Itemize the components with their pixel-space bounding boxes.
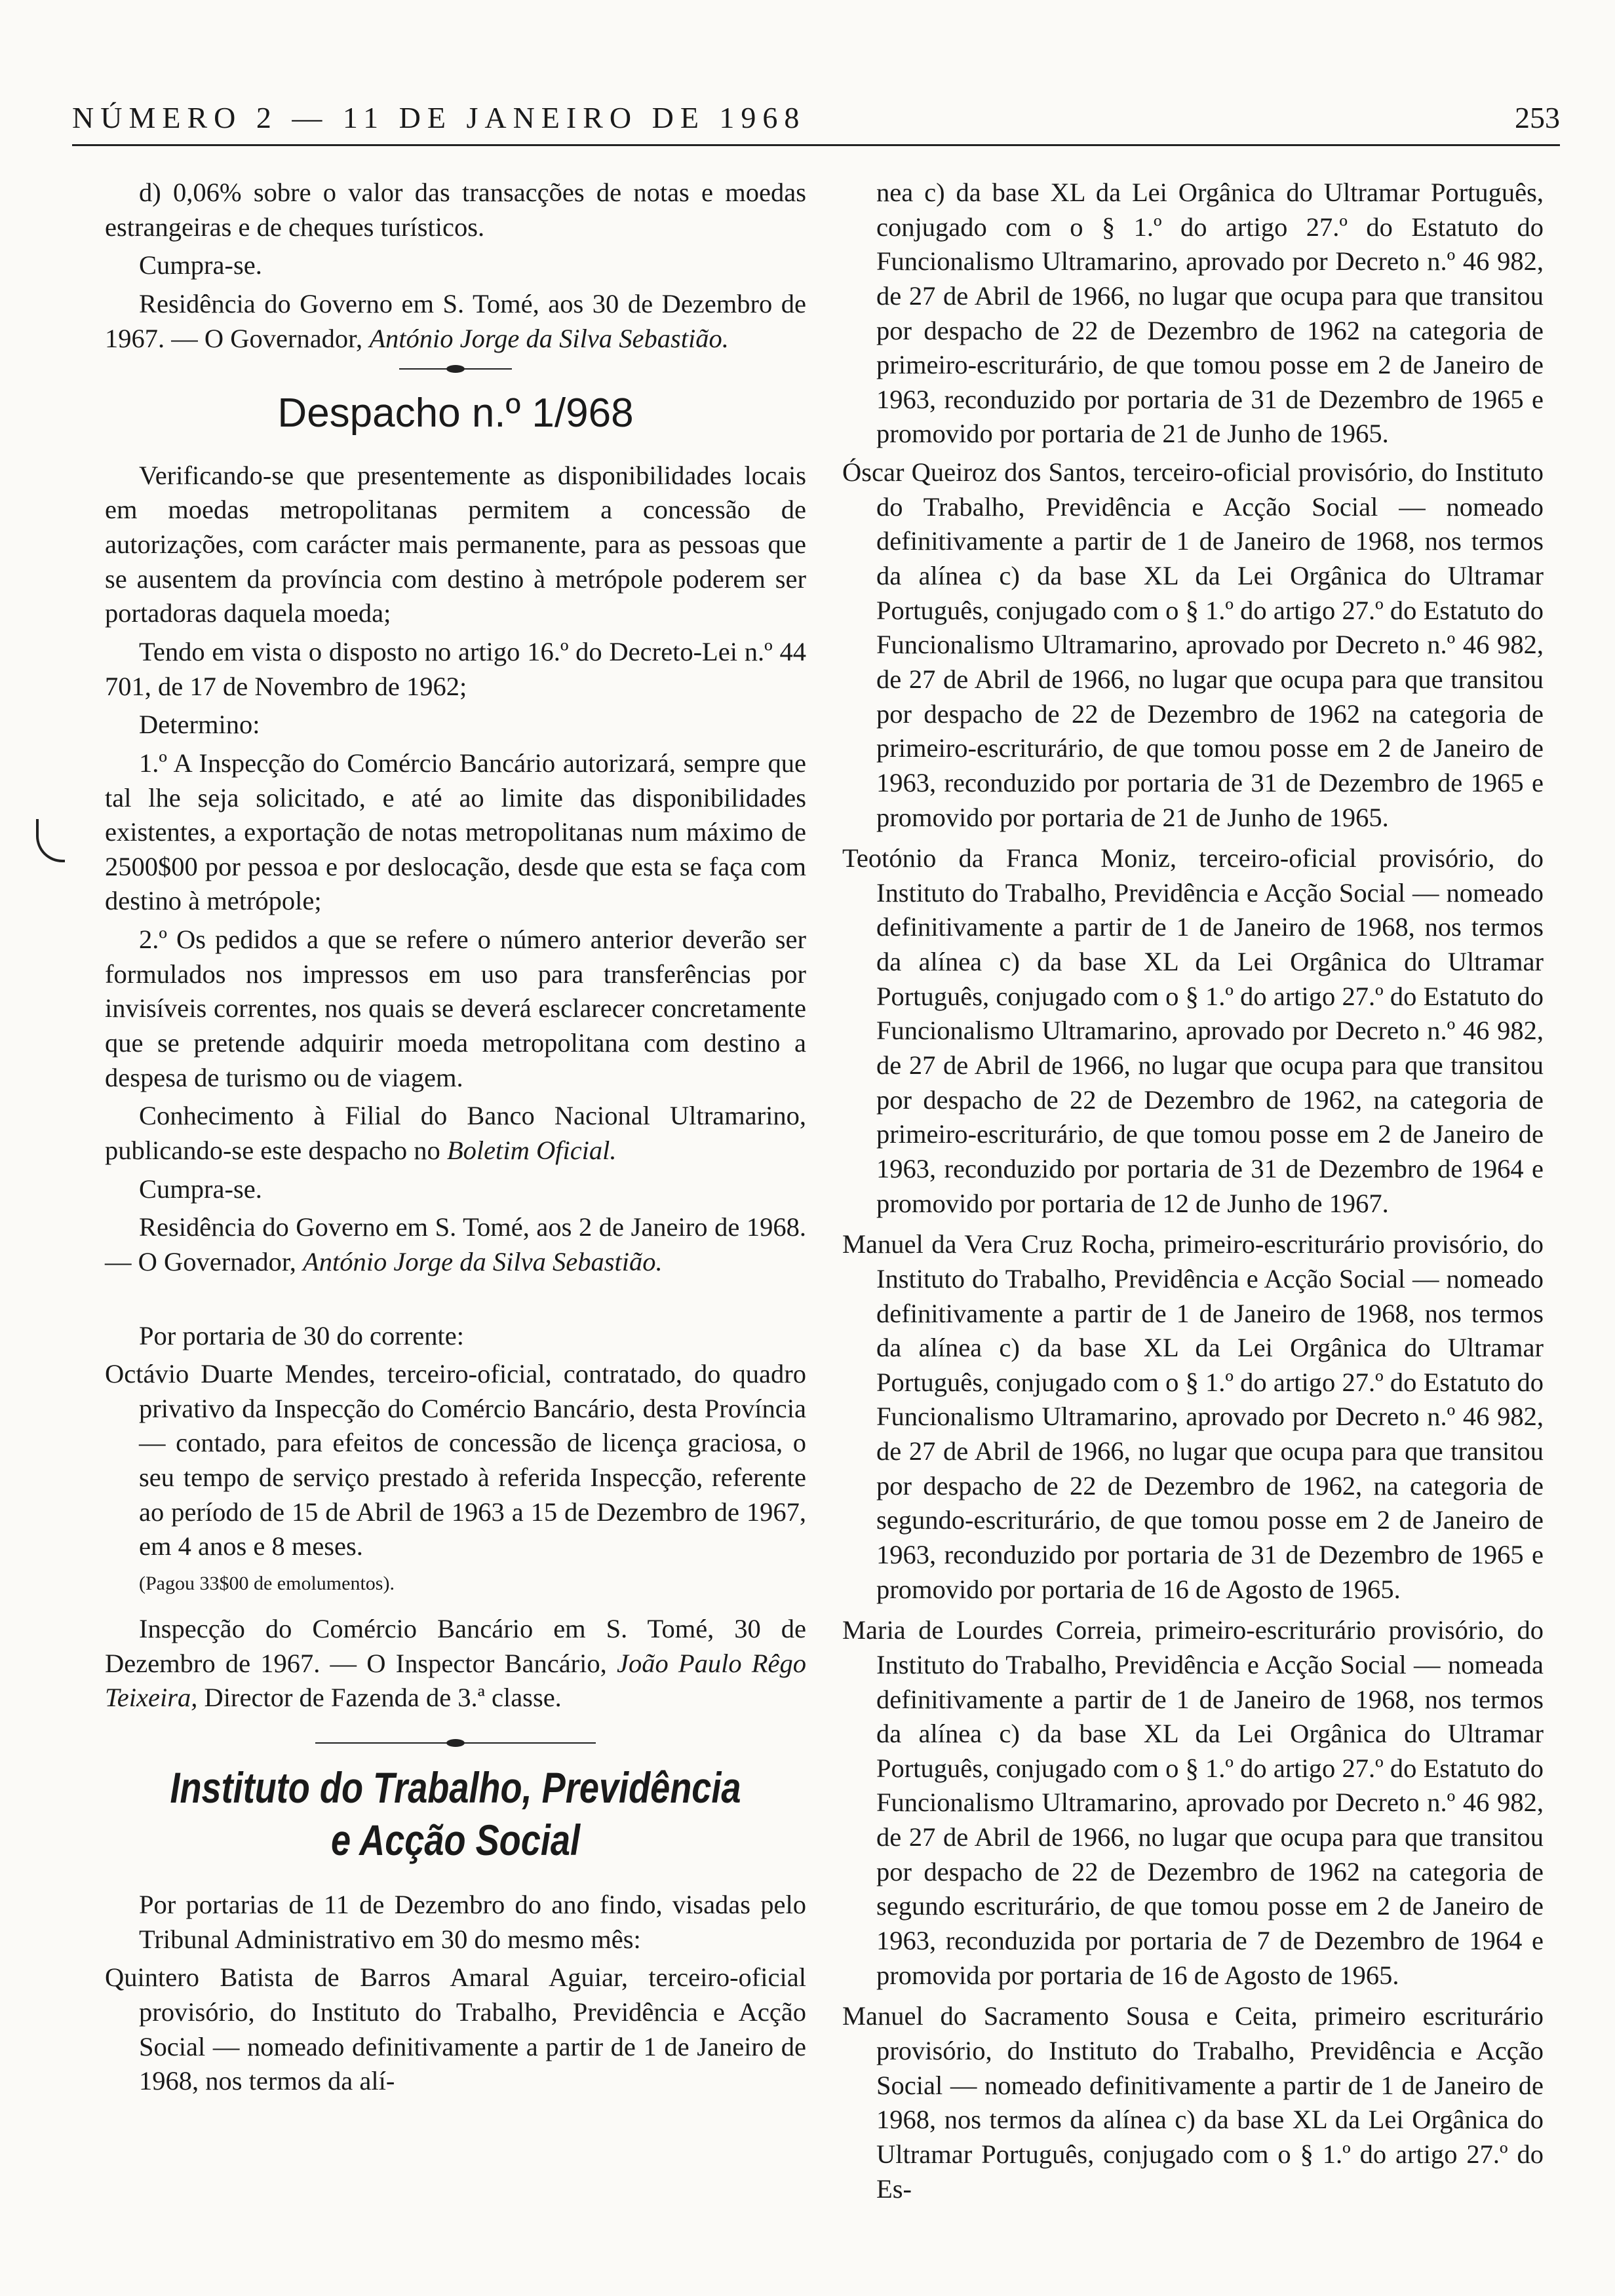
right-column xyxy=(842,176,1544,2213)
paragraph: 1.º A Inspecção do Comércio Bancário autorizará, sempre que tal lhe seja solicitado, e até ao limite das disponibilidades existentes, a exportação de notas metropolitanas num máximo de 2500$00 por pessoa e por deslocação, desde que esta se faça com destino à metrópole; xyxy=(105,748,806,916)
paragraph: Por portarias de 11 de Dezembro do ano findo, visadas pelo Tribunal Administrativo em 30 do mesmo mês: xyxy=(139,1889,806,1954)
emolument-note: (Pagou 33$00 de emolumentos). xyxy=(139,1573,395,1595)
institute-title xyxy=(168,1761,743,1867)
paragraph: Por portaria de 30 do corrente: xyxy=(139,1320,464,1350)
institute-title-line-2: e Acção Social xyxy=(330,1816,581,1865)
list-item: Teotónio da Franca Moniz, terceiro-oficial provisório, do Instituto do Trabalho, Previdência e Acção Social — nomeado definitivamente a partir de 1 de Janeiro de 1968, nos termos da alínea c) da base XL da Lei Orgânica do Ultramar Português, conjugado com o § 1.º do artigo 27.º do Estatuto do Funcionalismo Ultramarino, aprovado por Decreto n.º 46 982, de 27 de Abril de 1966, no lugar que ocupa para que transitou por despacho de 22 de Dezembro de 1962, na categoria de primeiro-escriturário, de que tomou posse em 2 de Janeiro de 1963, reconduzido por portaria de 31 de Dezembro de 1964 e promovido por portaria de 12 de Junho de 1967. xyxy=(842,843,1544,1218)
signature-name: António Jorge da Silva Sebastião. xyxy=(303,1246,663,1276)
list-item: Óscar Queiroz dos Santos, terceiro-oficial provisório, do Instituto do Trabalho, Previdência e Acção Social — nomeado definitivamente a partir de 1 de Janeiro de 1968, nos termos da alínea c) da base XL da Lei Orgânica do Ultramar Português, conjugado com o § 1.º do artigo 27.º do Estatuto do Funcionalismo Ultramarino, aprovado por Decreto n.º 46 982, de 27 de Abril de 1966, no lugar que ocupa para que transitou por despacho de 22 de Dezembro de 1962 na categoria de primeiro-escriturário, de que tomou posse em 2 de Janeiro de 1963, reconduzido por portaria de 31 de Dezembro de 1965 e promovido por portaria de 21 de Junho de 1965. xyxy=(842,457,1544,832)
page-header xyxy=(72,92,1560,146)
page-number: 253 xyxy=(1515,101,1560,134)
paragraph xyxy=(105,1099,806,1168)
section-separator xyxy=(105,360,806,378)
despacho-title: Despacho n.º 1/968 xyxy=(277,391,634,436)
signature-text: Residência do Governo em S. Tomé, aos 30 de Dezembro de 1967. — O Governador, xyxy=(105,288,806,353)
paragraph: Cumpra-se. xyxy=(139,1174,262,1204)
signature-paragraph xyxy=(105,1612,806,1715)
spacer xyxy=(105,1284,806,1310)
paragraph: Tendo em vista o disposto no artigo 16.º do Decreto-Lei n.º 44 701, de 17 de Novembro de 1962; xyxy=(105,637,806,701)
signature-paragraph xyxy=(105,287,806,356)
left-column xyxy=(105,176,806,2105)
text: Conhecimento à Filial do Banco Nacional Ultramarino, publicando-se este despacho no xyxy=(105,1101,806,1165)
signature-tail: Director de Fazenda de 3.ª classe. xyxy=(197,1683,562,1713)
header-title: NÚMERO 2 — 11 DE JANEIRO DE 1968 xyxy=(72,101,806,134)
signature-name: António Jorge da Silva Sebastião. xyxy=(369,323,729,353)
paragraph: Determino: xyxy=(139,710,260,740)
list-item: Octávio Duarte Mendes, terceiro-oficial, contratado, do quadro privativo da Inspecção do Comércio Bancário, desta Província — contado, para efeitos de concessão de licença graciosa, o seu tempo de serviço prestado à referida Inspecção, referente ao período de 15 de Abril de 1963 a 15 de Dezembro de 1967, em 4 anos e 8 meses. xyxy=(105,1359,806,1561)
signature-name: João Paulo Rêgo Teixeira, xyxy=(105,1648,806,1713)
section-separator xyxy=(105,1734,806,1752)
paragraph: Verificando-se que presentemente as disponibilidades locais em moedas metropolitanas permitem a concessão de autorizações, com carácter mais permanente, para as pessoas que se ausentem da província com destino à metrópole poderem ser portadoras daquela moeda; xyxy=(105,460,806,628)
institute-title-line-1: Instituto do Trabalho, Previdência xyxy=(170,1763,741,1812)
list-item: Quintero Batista de Barros Amaral Aguiar, terceiro-oficial provisório, do Instituto do Trabalho, Previdência e Acção Social — nomeado definitivamente a partir de 1 de Janeiro de 1968, nos termos da alí- xyxy=(105,1962,806,2096)
list-item-continued: nea c) da base XL da Lei Orgânica do Ultramar Português, conjugado com o § 1.º do artigo 27.º do Estatuto do Funcionalismo Ultramarino, aprovado por Decreto n.º 46 982, de 27 de Abril de 1966, no lugar que ocupa para que transitou por despacho de 22 de Dezembro de 1962 na categoria de primeiro-escriturário, de que tomou posse em 2 de Janeiro de 1963, reconduzido por portaria de 31 de Dezembro de 1965 e promovido por portaria de 21 de Junho de 1965. xyxy=(876,178,1544,449)
paragraph: d) 0,06% sobre o valor das transacções de notas e moedas estrangeiras e de cheques turísticos. xyxy=(105,178,806,242)
signature-text: Inspecção do Comércio Bancário em S. Tomé, 30 de Dezembro de 1967. — O Inspector Bancário, xyxy=(105,1614,806,1678)
italic-text: Boletim Oficial. xyxy=(446,1135,617,1165)
list-item: Manuel da Vera Cruz Rocha, primeiro-escriturário provisório, do Instituto do Trabalho, Previdência e Acção Social — nomeado definitivamente a partir de 1 de Janeiro de 1968, nos termos da alínea c) da base XL da Lei Orgânica do Ultramar Português, conjugado com o § 1.º do artigo 27.º do Estatuto do Funcionalismo Ultramarino, aprovado por Decreto n.º 46 982, de 27 de Abril de 1966, no lugar que ocupa para que transitou por despacho de 22 de Dezembro de 1962, na categoria de segundo-escriturário, de que tomou posse em 2 de Janeiro de 1963, reconduzido por portaria de 31 de Dezembro de 1965 e promovido por portaria de 16 de Agosto de 1965. xyxy=(842,1229,1544,1604)
signature-paragraph xyxy=(105,1210,806,1279)
paragraph: Cumpra-se. xyxy=(139,250,262,280)
paragraph: 2.º Os pedidos a que se refere o número anterior deverão ser formulados nos impressos em uso para transferências por invisíveis correntes, nos quais se deverá esclarecer concretamente que se pretende adquirir moeda metropolitana com destino a despesa de turismo ou de viagem. xyxy=(105,925,806,1092)
list-item: Maria de Lourdes Correia, primeiro-escriturário provisório, do Instituto do Trabalho, Previdência e Acção Social — nomeada definitivamente a partir de 1 de Janeiro de 1968, nos termos da alínea c) da base XL da Lei Orgânica do Ultramar Português, conjugado com o § 1.º do artigo 27.º do Estatuto do Funcionalismo Ultramarino, aprovado por Decreto n.º 46 982, de 27 de Abril de 1966, no lugar que ocupa para que transitou por despacho de 22 de Dezembro de 1962 na categoria de segundo escriturário, de que tomou posse em 2 de Janeiro de 1963, reconduzida por portaria de 7 de Dezembro de 1964 e promovida por portaria de 16 de Agosto de 1965. xyxy=(842,1615,1544,1990)
signature-text: Residência do Governo em S. Tomé, aos 2 de Janeiro de 1968. — O Governador, xyxy=(105,1212,806,1276)
list-item: Manuel do Sacramento Sousa e Ceita, primeiro escriturário provisório, do Instituto do Trabalho, Previdência e Acção Social — nomeado definitivamente a partir de 1 de Janeiro de 1968, nos termos da alínea c) da base XL da Lei Orgânica do Ultramar Português, conjugado com o § 1.º do artigo 27.º do Es- xyxy=(842,2001,1544,2204)
margin-bracket-mark xyxy=(36,819,65,862)
